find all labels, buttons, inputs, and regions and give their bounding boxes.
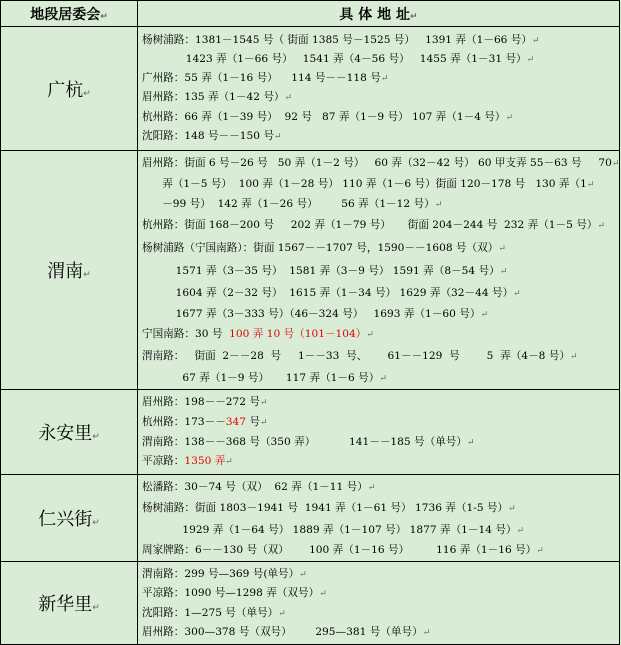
address-text: 眉州路：198－－272 号 [142,396,260,408]
address-line [142,107,619,127]
address-line [142,393,619,412]
address-text: 沈阳路：148 号－－150 号 [142,130,274,142]
address-line [142,432,619,452]
paragraph-mark: ↵ [380,74,389,84]
committee-name [1,151,138,390]
paragraph-mark: ↵ [586,179,595,190]
address-line [142,477,619,497]
address-text: 杭州路：街面 168－200 号 202 弄（1－79 号） 街面 204－244 号 232 弄（1－5 号） [142,218,598,231]
address-cell [138,27,620,151]
paragraph-mark: ↵ [516,525,525,536]
committee-name-text: 广杭 [47,79,84,101]
address-cell [138,475,620,562]
paragraph-mark: ↵ [569,351,578,362]
paragraph-mark: ↵ [505,113,514,123]
address-text: 松潘路：30－74 号（双） 62 弄（1－11 号） [142,480,368,493]
address-line [142,412,619,432]
address-line [142,304,619,324]
address-line [142,69,619,88]
committee-row [1,151,620,390]
address-text: 1423 弄（1－66 号） 1541 弄（4－56 号） 1455 弄（1－31 号） [142,53,527,65]
paragraph-mark: ↵ [83,270,91,280]
address-line [142,153,619,174]
committee-name-text: 仁兴街 [38,509,93,530]
committee-name [1,27,138,151]
address-text: 渭南路：299 号—369 号(单号） [142,568,300,580]
paragraph-mark: ↵ [536,545,544,556]
paragraph-mark: ↵ [499,266,508,277]
address-line [142,214,619,237]
address-text: 平凉路：1090 号—1298 弄（双号） [142,587,320,599]
address-text: 平凉路： [142,455,185,467]
address-text: 1604 弄（2－32 号） 1615 弄（1－34 号） 1629 弄（32－44 号） [142,286,514,299]
paragraph-mark: ↵ [284,93,293,103]
committee-name-text: 渭南 [47,261,84,282]
paragraph-mark: ↵ [513,288,521,299]
address-text: 杭州路：66 弄（1－39 号） 92 号 87 弄（1－9 号） 107 弄（1－4 号） [142,111,506,123]
address-line [142,623,619,641]
paragraph-mark: ↵ [434,199,443,210]
address-line [142,31,619,50]
address-text: 67 弄（1－9 号） 117 弄（1－6 号） [142,371,380,384]
paragraph-mark: ↵ [225,457,233,467]
paragraph-mark: ↵ [273,132,282,142]
address-line [142,283,619,304]
address-text: 杨树浦路：街面 1803－1941 号 1941 弄（1－61 号） 1736 弄（1-5 号） [142,501,509,514]
committee-name [1,475,138,562]
paragraph-mark: ↵ [259,398,268,408]
address-line [142,194,619,214]
address-text: 1571 弄（3－35 号） 1581 弄（3－9 号） 1591 弄（8－54 号） [142,264,500,277]
header-row [1,1,620,27]
address-cell [138,151,620,390]
paragraph-mark: ↵ [379,373,387,384]
paragraph-mark: ↵ [526,55,535,65]
address-text: －99 号） 142 弄（1－26 号） 56 弄（1－12 号） [142,197,435,210]
paragraph-mark: ↵ [260,418,268,428]
address-text: 号 [246,416,260,428]
committee-row [1,390,620,475]
committee-row [1,27,620,151]
address-line [142,520,619,540]
address-cell [138,562,620,645]
paragraph-mark: ↵ [597,220,605,231]
committee-name-text: 新华里 [38,594,93,615]
address-text: 宁国南路：30 号 [142,327,230,340]
address-text: 杭州路：173－－ [142,416,226,428]
address-text: 眉州路：街面 6 号－26 号 50 弄（1－2 号） 60 弄（32－42 号） 60 甲支弄 55－63 号 70 [142,156,612,169]
address-cell [138,390,620,475]
paragraph-mark: ↵ [466,438,475,448]
paragraph-mark: ↵ [480,309,488,320]
paragraph-mark: ↵ [92,518,100,528]
committee-name [1,390,138,475]
paragraph-mark: ↵ [83,88,91,99]
paragraph-mark: ↵ [92,603,100,613]
address-line [142,127,619,146]
address-line [142,88,619,107]
address-text: 广州路：55 弄（1－16 号） 114 号－－118 号 [142,72,381,84]
committee-row [1,562,620,645]
committee-row [1,475,620,562]
highlighted-address-text: 1350 弄 [184,455,226,467]
paragraph-mark: ↵ [366,329,374,340]
highlighted-address-text: 347 [225,416,247,428]
address-text: 1677 弄（3－333 号）（46－324 号） 1693 弄（1－60 号） [142,307,481,320]
address-text: 杨树浦路（宁国南路）：街面 1567－－1707 号，1590－－1608 号（双） [142,241,499,254]
address-line [142,565,619,584]
highlighted-address-text: 100 弄 10 号（101－104） [229,327,367,340]
address-line [142,603,619,623]
paragraph-mark: ↵ [92,432,100,442]
address-line [142,584,619,603]
address-text: 1929 弄（1－64 号） 1889 弄（1－107 号） 1877 弄（1－14 号） [142,523,517,536]
paragraph-mark: ↵ [422,628,431,638]
paragraph-mark: ↵ [278,609,286,619]
paragraph-mark: ↵ [611,158,619,169]
header-committee: 地段居委会↵ [1,1,138,27]
paragraph-mark: ↵ [531,36,540,46]
address-line [142,540,619,560]
address-text: 渭南路： 街面 2－－28 号 1－－33 号、 61－－129 号 5 弄（4－8 号） [142,349,570,362]
address-text: 眉州路：135 弄（1－42 号） [142,91,285,103]
paragraph-mark: ↵ [367,482,376,493]
address-text: 眉州路：300—378 号（双号） 295—381 号（单号） [142,626,423,638]
address-line [142,452,619,471]
address-line [142,50,619,69]
address-line [142,345,619,368]
address-text: 渭南路：138－－368 号（350 弄） 141－－185 号（单号） [142,436,467,448]
address-line [142,497,619,520]
paragraph-mark: ↵ [498,243,506,254]
address-line [142,368,619,388]
paragraph-mark: ↵ [508,503,516,514]
address-text: 弄（1－5 号） 100 弄（1－28 号） 110 弄（1－6 号）街面 120－178 号 130 弄（1 [142,177,587,190]
committee-name-text: 永安里 [38,423,93,444]
address-text: 沈阳路：1—275 号（单号） [142,607,279,619]
header-address: 具 体 地 址↵ [138,1,620,27]
paragraph-mark: ↵ [299,570,307,580]
paragraph-mark: ↵ [319,589,327,599]
address-text: 周家牌路：6－－130 号（双） 100 弄（1－16 号） 116 弄（1－16 号） [142,543,537,556]
committee-name [1,562,138,645]
address-line [142,324,619,345]
address-line [142,259,619,283]
address-text: 杨树浦路：1381－1545 号（ 街面 1385 号－1525 号） 1391 弄（1－66 号） [142,34,532,46]
address-line [142,237,619,259]
address-line [142,174,619,194]
